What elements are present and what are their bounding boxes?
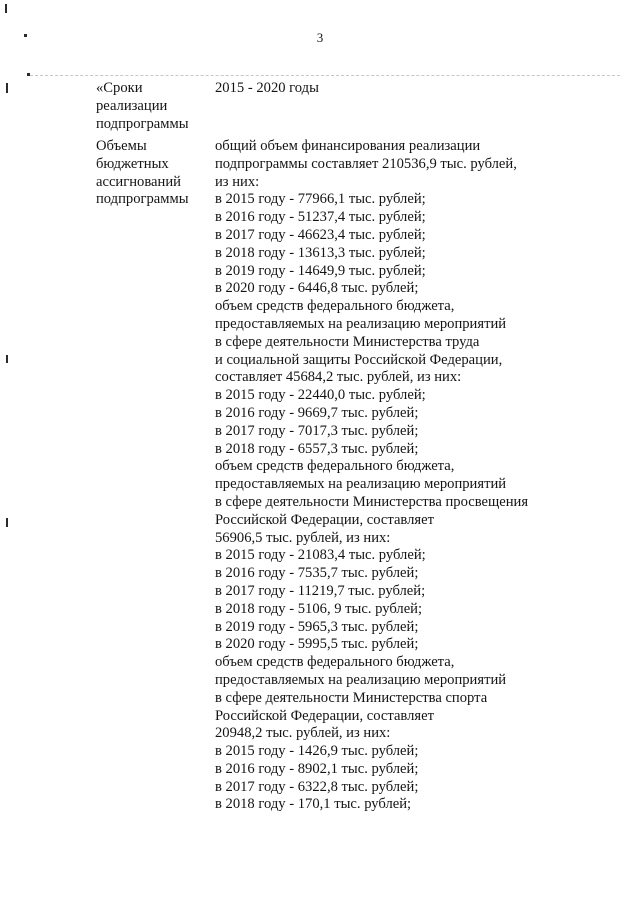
value-line: в 2016 году - 51237,4 тыс. рублей; (215, 209, 426, 226)
scan-mark (24, 34, 27, 37)
scan-rule-line (30, 75, 620, 76)
value-line: в 2015 году - 77966,1 тыс. рублей; (215, 191, 426, 208)
label-line: подпрограммы (96, 115, 189, 132)
value-line: в 2018 году - 5106, 9 тыс. рублей; (215, 600, 423, 617)
value-line: Российской Федерации, составляет (215, 511, 434, 528)
value-line: и социальной защиты Российской Федерации, (215, 351, 503, 368)
value-line: предоставляемых на реализацию мероприятий (215, 671, 507, 688)
value-line: 2015 - 2020 годы (215, 80, 319, 96)
value-line: в 2016 году - 7535,7 тыс. рублей; (215, 565, 419, 582)
value-line: в 2016 году - 9669,7 тыс. рублей; (215, 404, 419, 421)
value-line: в 2017 году - 6322,8 тыс. рублей; (215, 778, 419, 795)
value-line: общий объем финансирования реализации (215, 138, 481, 154)
value-line: в 2015 году - 1426,9 тыс. рублей; (215, 743, 419, 760)
value-line: предоставляемых на реализацию мероприятий (215, 315, 507, 332)
value-line: в 2017 году - 11219,7 тыс. рублей; (215, 582, 426, 599)
value-line: в 2016 году - 8902,1 тыс. рублей; (215, 760, 419, 777)
value-line: предоставляемых на реализацию мероприятий (215, 476, 507, 493)
page-number: 3 (316, 30, 324, 45)
value-line: Российской Федерации, составляет (215, 707, 434, 724)
value-line: в 2019 году - 14649,9 тыс. рублей; (215, 262, 426, 279)
label-line: Объемы (96, 138, 147, 154)
row-value (215, 138, 625, 814)
scan-mark (5, 4, 7, 13)
value-line: в 2017 году - 7017,3 тыс. рублей; (215, 422, 419, 439)
value-line: в 2020 году - 6446,8 тыс. рублей; (215, 280, 419, 297)
value-line: в 2020 году - 5995,5 тыс. рублей; (215, 636, 419, 653)
value-line: составляет 45684,2 тыс. рублей, из них: (215, 369, 462, 386)
value-line: в 2019 году - 5965,3 тыс. рублей; (215, 618, 419, 635)
value-line: в сфере деятельности Министерства труда (215, 333, 480, 350)
row-label (96, 80, 206, 133)
value-line: объем средств федерального бюджета, (215, 654, 455, 671)
value-line: в 2018 году - 13613,3 тыс. рублей; (215, 244, 426, 261)
scan-mark (6, 518, 8, 527)
value-line: объем средств федерального бюджета, (215, 298, 455, 315)
label-line: ассигнований (96, 173, 181, 190)
value-line: в сфере деятельности Министерства спорта (215, 689, 488, 706)
value-line: 56906,5 тыс. рублей, из них: (215, 529, 391, 546)
value-line: из них: (215, 173, 260, 190)
scan-mark (27, 73, 30, 76)
scan-mark (6, 355, 8, 363)
scan-mark (6, 83, 8, 93)
row-value (215, 80, 625, 98)
label-line: «Сроки (96, 80, 143, 96)
value-line: подпрограммы составляет 210536,9 тыс. рублей, (215, 155, 517, 172)
value-line: в сфере деятельности Министерства просвещения (215, 493, 529, 510)
label-line: реализации (96, 97, 168, 114)
value-line: в 2018 году - 6557,3 тыс. рублей; (215, 440, 419, 457)
label-line: бюджетных (96, 155, 169, 172)
value-line: объем средств федерального бюджета, (215, 458, 455, 475)
value-line: в 2015 году - 21083,4 тыс. рублей; (215, 547, 426, 564)
label-line: подпрограммы (96, 191, 189, 208)
value-line: 20948,2 тыс. рублей, из них: (215, 725, 391, 742)
value-line: в 2017 году - 46623,4 тыс. рублей; (215, 226, 426, 243)
value-line: в 2015 году - 22440,0 тыс. рублей; (215, 387, 426, 404)
value-line: в 2018 году - 170,1 тыс. рублей; (215, 796, 412, 813)
row-label (96, 138, 206, 209)
